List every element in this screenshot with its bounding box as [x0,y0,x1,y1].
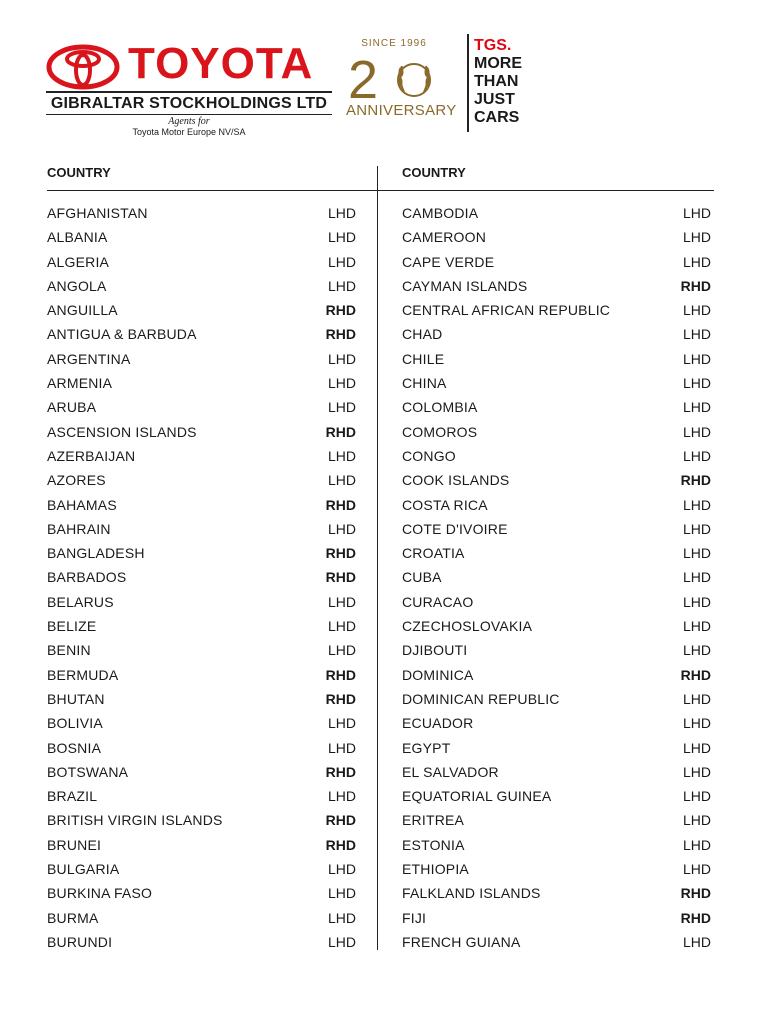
drive-side: RHD [680,472,711,489]
table-row [402,200,711,224]
country-name: COOK ISLANDS [402,472,510,489]
country-name: CHAD [402,326,443,343]
drive-side: RHD [325,690,356,707]
drive-side: LHD [682,253,711,270]
table-row [47,832,356,856]
drive-side: LHD [682,812,711,829]
table-row [402,710,711,734]
right-column-header: COUNTRY [402,165,466,180]
table-row [47,710,356,734]
drive-side: LHD [682,933,711,950]
country-name: COLOMBIA [402,399,478,416]
table-row [402,686,711,710]
table-row [47,273,356,297]
country-name: EGYPT [402,739,451,756]
country-name: DOMINICAN REPUBLIC [402,690,560,707]
country-name: FIJI [402,909,427,926]
drive-side: LHD [327,520,356,537]
tagline-line-5: CARS [474,109,520,126]
country-name: CHILE [402,350,445,367]
drive-side: LHD [327,205,356,221]
company-rule-lower [46,114,332,115]
table-row [402,929,711,953]
table-row [47,419,356,443]
table-row [402,249,711,273]
table-row [47,589,356,613]
drive-side: LHD [327,618,356,635]
drive-side: LHD [682,229,711,246]
country-name: CENTRAL AFRICAN REPUBLIC [402,302,611,319]
country-name: ESTONIA [402,836,465,853]
table-row [47,929,356,953]
drive-side: RHD [680,909,711,926]
table-row [47,467,356,491]
country-name: CONGO [402,447,456,464]
table-row [402,540,711,564]
country-name: ETHIOPIA [402,861,469,878]
country-name: ANGOLA [47,277,107,294]
country-name: BRITISH VIRGIN ISLANDS [47,812,223,829]
country-name: ALBANIA [47,229,108,246]
toyota-wordmark: TOYOTA [128,39,314,88]
country-name: COTE D'IVOIRE [402,520,508,537]
drive-side: RHD [325,569,356,586]
country-name: BURMA [47,909,99,926]
page-header [0,0,768,150]
table-row [47,905,356,929]
drive-side: RHD [325,545,356,562]
drive-side: LHD [327,861,356,878]
drive-side: RHD [325,496,356,513]
table-row [402,637,711,661]
country-name: AZORES [47,472,106,489]
country-name: CAYMAN ISLANDS [402,277,528,294]
table-row [47,662,356,686]
table-row [47,249,356,273]
drive-side: LHD [682,520,711,537]
country-name: CAMBODIA [402,205,479,221]
table-row [402,783,711,807]
column-divider [377,166,378,950]
country-name: BURKINA FASO [47,885,153,902]
table-row [47,200,356,224]
country-name: BAHAMAS [47,496,117,513]
drive-side: LHD [327,399,356,416]
table-row [47,321,356,345]
country-name: BRAZIL [47,788,98,805]
country-name: BULGARIA [47,861,120,878]
tagline-line-2: MORE [474,55,522,72]
drive-side: LHD [682,569,711,586]
country-name: BENIN [47,642,91,659]
drive-side: LHD [327,715,356,732]
table-row [402,613,711,637]
drive-side: LHD [327,350,356,367]
country-name: FALKLAND ISLANDS [402,885,541,902]
table-row [402,662,711,686]
twenty-years-laurel-icon [346,46,442,108]
country-name: FRENCH GUIANA [402,933,521,950]
country-name: ANGUILLA [47,302,118,319]
table-row [47,297,356,321]
right-header-rule [378,190,714,191]
drive-side: LHD [327,933,356,950]
drive-side: RHD [325,302,356,319]
drive-side: LHD [327,739,356,756]
drive-side: LHD [682,593,711,610]
drive-side: RHD [325,836,356,853]
table-row [402,492,711,516]
table-row [402,370,711,394]
table-row [402,880,711,904]
anniversary-badge [346,38,457,128]
right-country-list [402,200,711,953]
left-country-list [47,200,356,953]
drive-side: LHD [682,739,711,756]
country-name: BOSNIA [47,739,102,756]
drive-side: RHD [325,812,356,829]
left-column-header: COUNTRY [47,165,111,180]
country-name: CAPE VERDE [402,253,495,270]
table-row [402,297,711,321]
country-name: CROATIA [402,545,465,562]
table-row [402,443,711,467]
drive-side: RHD [680,277,711,294]
table-row [402,832,711,856]
tagline-line-3: THAN [474,73,519,90]
drive-side: LHD [327,277,356,294]
drive-side: LHD [682,618,711,635]
drive-side: RHD [680,666,711,683]
country-name: DOMINICA [402,666,474,683]
drive-side: LHD [682,788,711,805]
table-row [47,686,356,710]
country-name: ASCENSION ISLANDS [47,423,197,440]
drive-side: LHD [327,885,356,902]
drive-side: LHD [682,836,711,853]
drive-side: LHD [682,350,711,367]
table-row [402,759,711,783]
drive-side: RHD [325,326,356,343]
country-name: ECUADOR [402,715,474,732]
drive-side: LHD [327,788,356,805]
agents-name: Toyota Motor Europe NV/SA [132,127,246,137]
table-row [402,735,711,759]
table-row [402,224,711,248]
tagline-line-1: TGS. [474,37,512,54]
table-row [47,394,356,418]
country-name: CHINA [402,375,447,392]
table-row [402,905,711,929]
table-row [402,467,711,491]
country-name: CZECHOSLOVAKIA [402,618,533,635]
table-row [47,856,356,880]
left-header-rule [47,190,377,191]
drive-side: LHD [682,763,711,780]
agents-for-label: Agents for [168,116,210,127]
country-name: ANTIGUA & BARBUDA [47,326,197,343]
drive-side: LHD [327,642,356,659]
country-name: ALGERIA [47,253,110,270]
country-name: BARBADOS [47,569,127,586]
tagline-line-4: JUST [474,91,515,108]
table-row [402,394,711,418]
table-row [47,880,356,904]
table-row [47,637,356,661]
table-row [47,613,356,637]
country-name: BELARUS [47,593,114,610]
drive-side: LHD [682,642,711,659]
anniversary-since: SINCE 1996 [361,38,427,49]
table-row [47,783,356,807]
drive-side: LHD [327,909,356,926]
drive-side: LHD [682,399,711,416]
svg-text:2: 2 [348,50,379,108]
drive-side: LHD [682,326,711,343]
tgs-tagline [474,37,522,127]
country-name: EL SALVADOR [402,763,499,780]
table-row [47,807,356,831]
tagline-bar [467,34,469,132]
drive-side: RHD [325,423,356,440]
table-row [47,492,356,516]
country-name: AFGHANISTAN [47,205,148,221]
table-row [402,321,711,345]
table-row [402,564,711,588]
table-row [402,516,711,540]
table-row [47,346,356,370]
anniversary-word: ANNIVERSARY [346,102,457,119]
country-name: COSTA RICA [402,496,488,513]
table-row [402,807,711,831]
country-name: ARUBA [47,399,97,416]
country-name: BERMUDA [47,666,119,683]
country-name: BRUNEI [47,836,102,853]
drive-side: LHD [327,375,356,392]
drive-side: LHD [682,375,711,392]
table-row [47,735,356,759]
company-rule [46,91,332,93]
country-name: BANGLADESH [47,545,145,562]
drive-side: LHD [327,253,356,270]
drive-side: LHD [682,205,711,221]
drive-side: LHD [327,447,356,464]
table-row [402,346,711,370]
country-name: ERITREA [402,812,465,829]
drive-side: LHD [682,690,711,707]
country-name: CURACAO [402,593,474,610]
country-name: ARMENIA [47,375,113,392]
country-name: COMOROS [402,423,478,440]
drive-side: RHD [325,666,356,683]
table-row [47,224,356,248]
table-row [47,370,356,394]
drive-side: LHD [682,861,711,878]
toyota-emblem-icon [46,44,120,90]
country-name: BHUTAN [47,690,105,707]
country-name: CUBA [402,569,442,586]
country-name: BOTSWANA [47,763,129,780]
table-row [402,856,711,880]
drive-side: LHD [682,715,711,732]
country-name: DJIBOUTI [402,642,468,659]
table-row [402,419,711,443]
country-name: BURUNDI [47,933,113,950]
table-row [47,443,356,467]
table-row [47,516,356,540]
country-name: BELIZE [47,618,97,635]
table-row [47,564,356,588]
country-name: CAMEROON [402,229,487,246]
drive-side: LHD [327,472,356,489]
drive-side: LHD [682,496,711,513]
drive-side: LHD [682,447,711,464]
drive-side: LHD [327,593,356,610]
drive-side: LHD [327,229,356,246]
country-name: EQUATORIAL GUINEA [402,788,552,805]
country-name: BAHRAIN [47,520,111,537]
table-row [402,273,711,297]
drive-side: RHD [325,763,356,780]
country-name: BOLIVIA [47,715,103,732]
table-row [47,540,356,564]
drive-side: LHD [682,302,711,319]
table-row [47,759,356,783]
company-name: GIBRALTAR STOCKHOLDINGS LTD [50,95,328,112]
drive-side: RHD [680,885,711,902]
drive-side: LHD [682,423,711,440]
table-row [402,589,711,613]
country-name: ARGENTINA [47,350,131,367]
country-name: AZERBAIJAN [47,447,136,464]
drive-side: LHD [682,545,711,562]
